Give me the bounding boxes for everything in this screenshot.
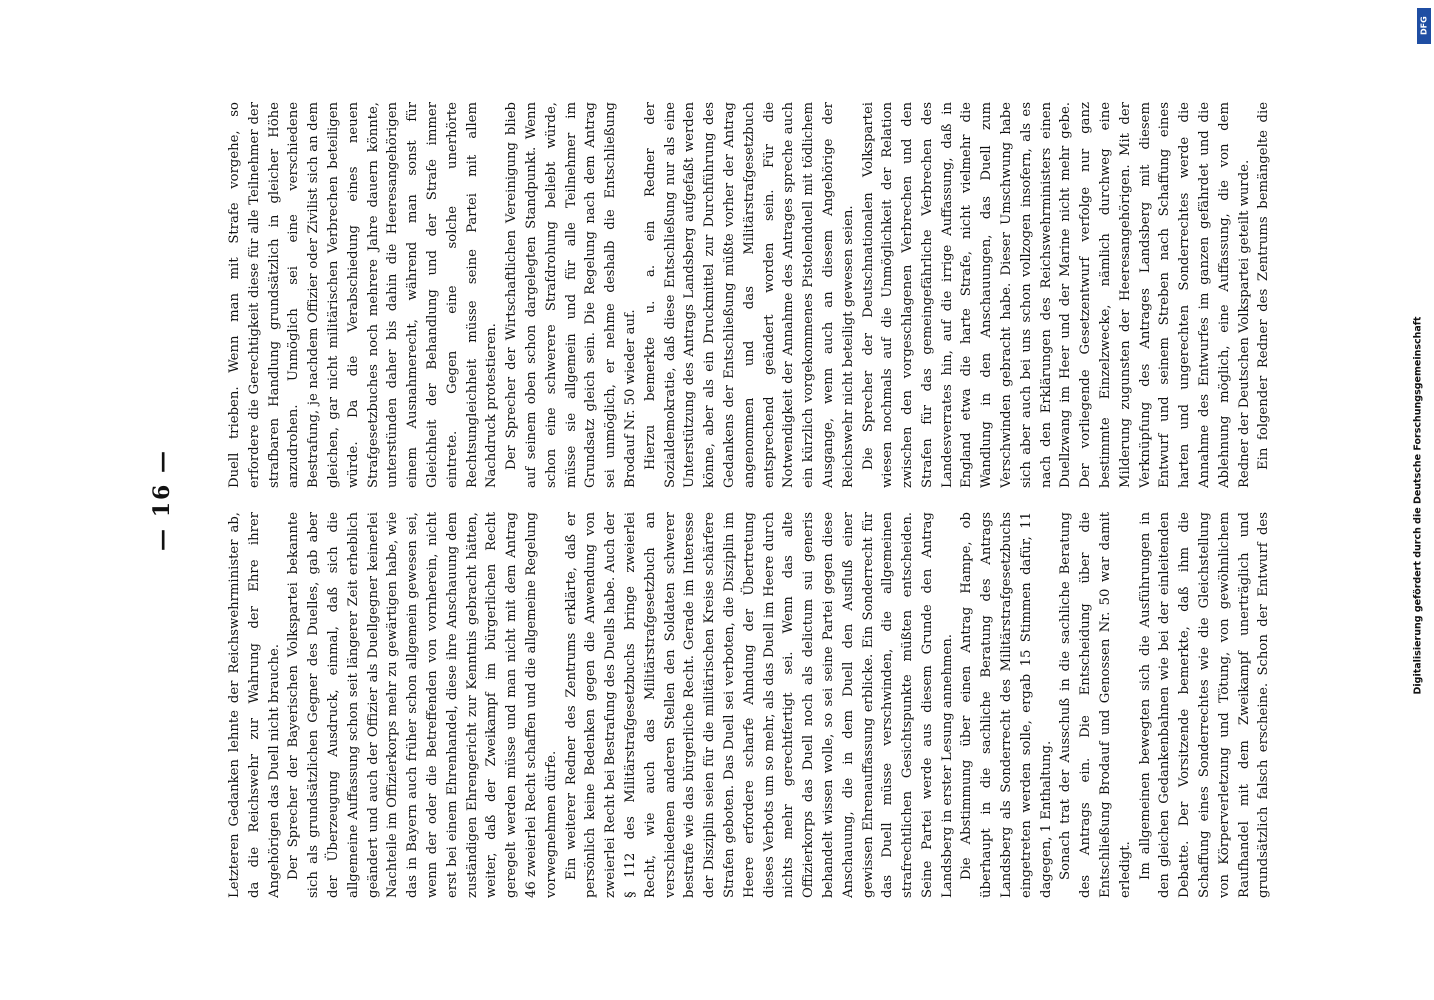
digitization-credit: Digitalisierung gefördert durch die Deutsche Forschungsgemeinschaft: [1412, 316, 1424, 695]
paragraph: Sonach trat der Ausschuß in die sachliche Beratung des Antrags ein. Die Entscheidung über die Entschließung Brodauf und Genossen Nr. 50 war damit erledigt.: [1058, 512, 1133, 898]
rotated-document-page: [137, 90, 1297, 910]
paragraph: Ein folgender Redner des Zentrums bemängelte die: [1256, 102, 1272, 470]
paragraph: Letzteren Gedanken lehnte der Reichswehrminister ab, da die Reichswehr zur Wahrung der Ehre ihrer Angehörigen das Duell nicht brauche.: [227, 512, 282, 898]
page-number: — 16 —: [149, 449, 175, 551]
dfg-logo: DFG: [1417, 8, 1431, 44]
paragraph: Die Sprecher der Deutschnationalen Volkspartei wiesen nochmals auf die Unmöglichkeit der Relation zwischen den vorgeschlagenen Verbrechen und den Strafen für das gemeingefährliche Verbrechen des Landesverrates hin, auf die irrige Auffassung, daß in England etwa die harte Strafe, nicht vielmehr die Wandlung in den Anschauungen, das Duell zum Verschwinden gebracht habe. Dieser Umschwung habe sich aber auch bei uns schon vollzogen insofern, als es nach den Erklärungen des Reichswehrministers einen Duellzwang im Heer und der Marine nicht mehr gebe. Der vorliegende Gesetzentwurf verfolge nur ganz bestimmte Einzelzwecke, nämlich durchweg eine Milderung zugunsten der Heeresangehörigen. Mit der Verknüpfung des Antrages Landsberg mit diesem Entwurf und seinem Streben nach Schaffung eines harten und ungerechten Sonderrechtes werde die Annahme des Entwurfes im ganzen gefährdet und die Ablehnung möglich, eine Auffassung, die von dem Redner der Deutschen Volkspartei geteilt wurde.: [860, 102, 1252, 488]
left-text-column: [225, 512, 1275, 898]
paragraph: Der Sprecher der Wirtschaftlichen Vereinigung blieb auf seinem oben schon dargelegten Standpunkt. Wenn schon eine schwerere Strafdrohung beliebt würde, müsse sie allgemein und für alle Teilnehmer im Grundsatz gleich sein. Die Regelung nach dem Antrag sei unmöglich, er nehme deshalb die Entschließung Brodauf Nr. 50 wieder auf.: [504, 102, 638, 488]
paragraph: Die Abstimmung über einen Antrag Hampe, ob überhaupt in die sachliche Beratung des Antrags Landsberg als Sonderrecht des Militärstrafgesetzbuchs eingetreten werden solle, ergab 15 Stimmen dafür, 11 dagegen, 1 Enthaltung.: [959, 512, 1054, 898]
paragraph: Hierzu bemerkte u. a. ein Redner der Sozialdemokratie, daß diese Entschließung nur als eine Unterstützung des Antrags Landsberg aufgefaßt werden könne, aber als ein Druckmittel zur Durchführung des Gedankens der Entschließung müßte vorher der Antrag angenommen und das Militärstrafgesetzbuch entsprechend geändert worden sein. Für die Notwendigkeit der Annahme des Antrages spreche auch ein kürzlich vorgekommenes Pistolenduell mit tödlichem Ausgange, wenn auch an diesem Angehörige der Reichswehr nicht beteiligt gewesen seien.: [642, 102, 856, 488]
paragraph: Im allgemeinen bewegten sich die Ausführungen in den gleichen Gedankenbahnen wie bei der einleitenden Debatte. Der Vorsitzende bemerkte, daß ihm die Schaffung eines Sonderrechtes wie die Gleichstellung von Körperverletzung und Tötung, von gewöhnlichem Raufhandel mit dem Zweikampf unerträglich und grundsätzlich falsch erscheine. Schon der Entwurf des: [1137, 512, 1272, 898]
right-text-column: [225, 102, 1275, 488]
paragraph: Duell trieben. Wenn man mit Strafe vorgehe, so erfordere die Gerechtigkeit diese für alle Teilnehmer der strafbaren Handlung grundsätzlich in gleicher Höhe anzudrohen. Unmöglich sei eine verschiedene Bestrafung, je nachdem Offizier oder Zivilist sich an dem gleichen, gar nicht militärischen Verbrechen beteiligen würde. Da die Verabschiedung eines neuen Strafgesetzbuches noch mehrere Jahre dauern könnte, unterstünden daher bis dahin die Heeresangehörigen einem Ausnahmerecht, während man sonst für Gleichheit der Behandlung und der Strafe immer eintrete. Gegen eine solche unerhörte Rechtsungleichheit müsse seine Partei mit allem Nachdruck protestieren.: [227, 102, 500, 488]
paragraph: Ein weiterer Redner des Zentrums erklärte, daß er persönlich keine Bedenken gegen die Anwendung von zweierlei Recht bei Bestrafung des Duells habe. Auch der § 112 des Militärstrafgesetzbuchs bringe zweierlei Recht, wie auch das Militärstrafgesetzbuch an verschiedenen anderen Stellen den Soldaten schwerer bestrafe wie das bürgerliche Recht. Gerade im Interesse der Disziplin seien für die militärischen Kreise schärfere Strafen geboten. Das Duell sei verboten, die Disziplin im Heere erfordere scharfe Ahndung der Übertretung dieses Verbots um so mehr, als das Duell im Heere durch nichts mehr gerechtfertigt sei. Wenn das alte Offizierkorps das Duell noch als delictum sui generis behandelt wissen wolle, so sei seine Partei gegen diese Anschauung, die in dem Duell den Ausfluß einer gewissen Ehrenauffassung erblicke. Ein Sonderrecht für das Duell müsse verschwinden, die allgemeinen strafrechtlichen Gesichtspunkte müßten entscheiden. Seine Partei werde aus diesem Grunde den Antrag Landsberg in erster Lesung annehmen.: [563, 512, 955, 898]
paragraph: Der Sprecher der Bayerischen Volkspartei bekannte sich als grundsätzlichen Gegner des Duelles, gab aber der Überzeugung Ausdruck, einmal, daß sich die allgemeine Auffassung schon seit längerer Zeit erheblich geändert und auch der Offizier als Duellgegner keinerlei Nachteile im Offizierkorps mehr zu gewärtigen habe, wie das in Bayern auch früher schon allgemein gewesen sei, wenn der oder die Betreffenden von vornherein, nicht erst bei einem Ehrenhandel, diese ihre Anschauung dem zuständigen Ehrengericht zur Kenntnis gebracht hätten, weiter, daß der Zweikampf im bürgerlichen Recht geregelt werden müsse und man nicht mit dem Antrag 46 zweierlei Recht schaffen und die allgemeine Regelung vorwegnehmen dürfe.: [286, 512, 559, 898]
